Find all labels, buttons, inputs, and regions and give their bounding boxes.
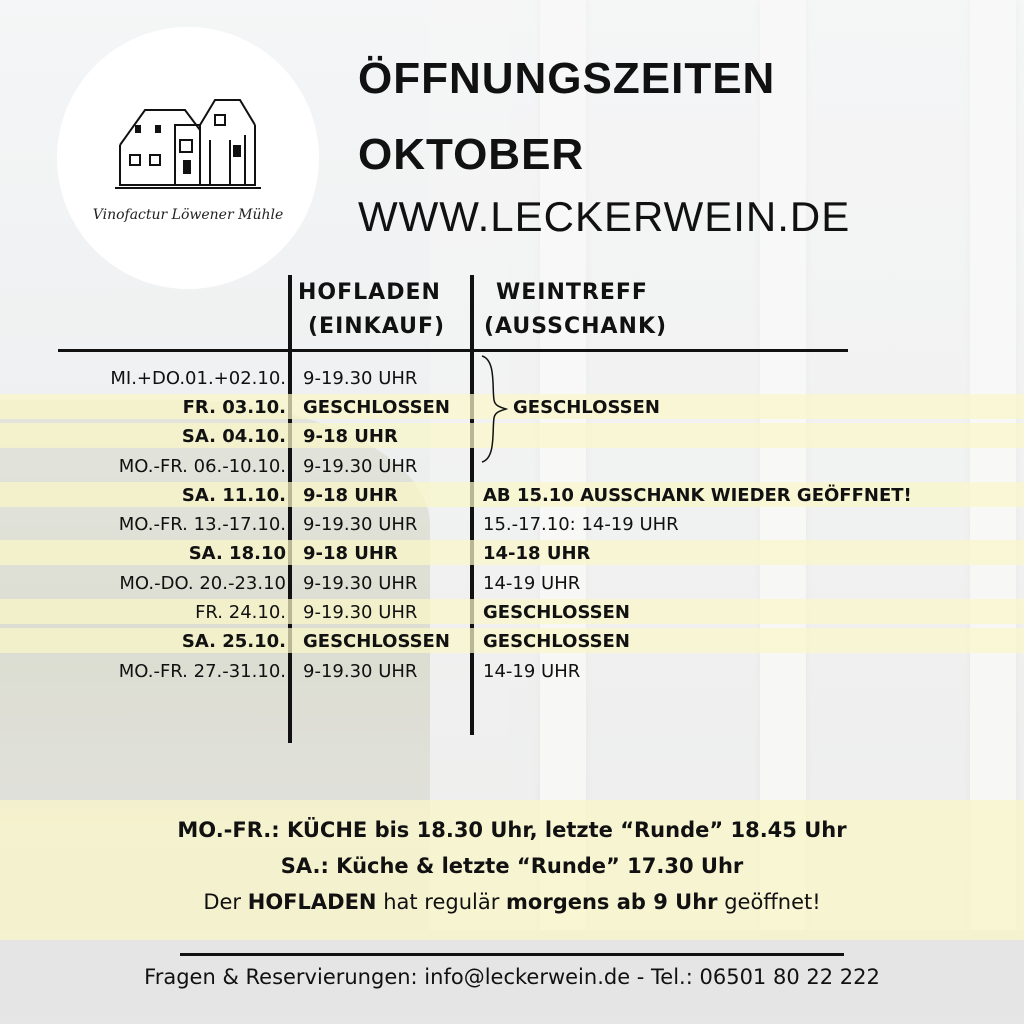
website-url[interactable]: WWW.LECKERWEIN.DE	[358, 193, 851, 240]
table-row: MI.+DO.01.+02.10. 9-19.30 UHR	[110, 368, 418, 389]
table-row: SA. 11.10. 9-18 UHR AB 15.10 AUSSCHANK WIEDER GEÖFFNET!	[181, 485, 912, 506]
table-row: MO.-FR. 06.-10.10. 9-19.30 UHR	[118, 456, 418, 477]
logo-text: Vinofactur Löwener Mühle	[92, 207, 284, 223]
page-title-month: OKTOBER	[358, 130, 585, 179]
footer-line-hofladen: Der HOFLADEN hat regulär morgens ab 9 Uhr geöffnet!	[203, 890, 821, 914]
table-row: SA. 18.10 9-18 UHR 14-18 UHR	[188, 543, 591, 564]
table-row: FR. 24.10. 9-19.30 UHR GESCHLOSSEN	[195, 602, 630, 623]
logo	[57, 27, 319, 289]
mill-building-sketch-icon	[115, 85, 261, 195]
table-row: MO.-DO. 20.-23.10 9-19.30 UHR 14-19 UHR	[119, 573, 581, 594]
table-row: SA. 25.10. GESCHLOSSEN GESCHLOSSEN	[181, 631, 630, 652]
table-row: MO.-FR. 13.-17.10. 9-19.30 UHR 15.-17.10: 14-19 UHR	[118, 514, 679, 535]
column-header-hofladen: HOFLADEN (EINKAUF)	[298, 280, 446, 339]
table-row: FR. 03.10. GESCHLOSSEN GESCHLOSSEN	[182, 397, 660, 418]
table-row: SA. 04.10. 9-18 UHR	[181, 426, 398, 447]
page-title: ÖFFNUNGSZEITEN	[358, 54, 776, 103]
header-divider	[58, 349, 848, 352]
footer-line-weekday: MO.-FR.: KÜCHE bis 18.30 Uhr, letzte “Runde” 18.45 Uhr	[177, 818, 847, 842]
table-row: MO.-FR. 27.-31.10. 9-19.30 UHR 14-19 UHR	[118, 661, 581, 682]
contact-info[interactable]: Fragen & Reservierungen: info@leckerwein.de - Tel.: 06501 80 22 222	[144, 965, 880, 989]
footer-divider	[180, 953, 844, 956]
footer-line-saturday: SA.: Küche & letzte “Runde” 17.30 Uhr	[280, 854, 744, 878]
column-header-weintreff: WEINTREFF (AUSSCHANK)	[484, 280, 668, 339]
